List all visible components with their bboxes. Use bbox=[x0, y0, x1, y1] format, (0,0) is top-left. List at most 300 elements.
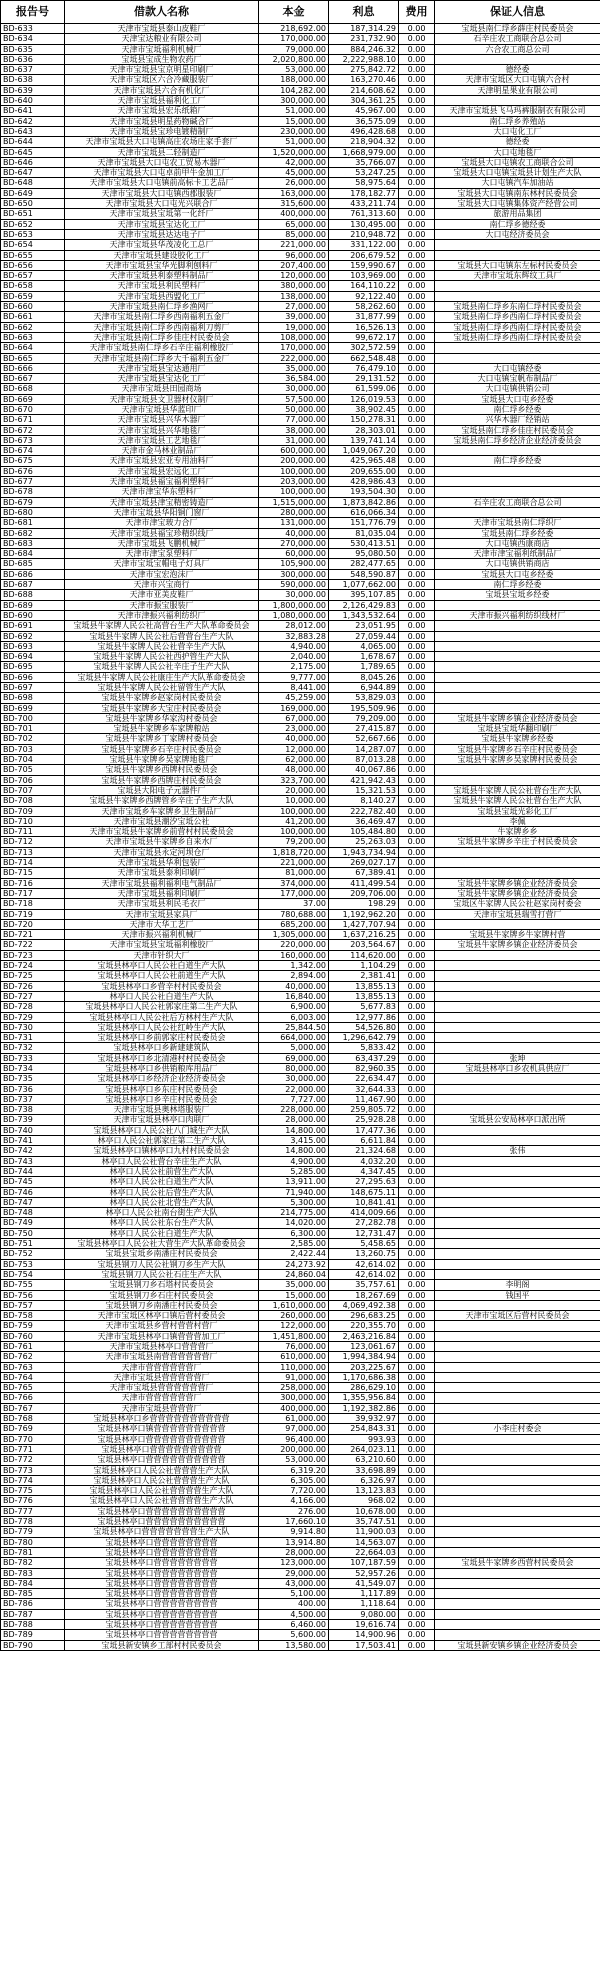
fee-cell: 0.00 bbox=[399, 1115, 435, 1125]
borrower-cell: 天津市津宝华东塑料厂 bbox=[65, 487, 259, 497]
borrower-cell: 宝坻县钢刀人民公社钢刀乡生产大队 bbox=[65, 1259, 259, 1269]
table-row bbox=[1, 1239, 600, 1249]
table-row bbox=[1, 188, 600, 198]
borrower-cell: 天津市津宝玻力合厂 bbox=[65, 518, 259, 528]
guarantor-cell bbox=[435, 1434, 600, 1444]
interest-cell: 206,679.52 bbox=[329, 250, 399, 260]
guarantor-cell: 大口屯地毯厂 bbox=[435, 147, 600, 157]
interest-cell: 414,009.66 bbox=[329, 1208, 399, 1218]
fee-cell: 0.00 bbox=[399, 199, 435, 209]
fee-cell: 0.00 bbox=[399, 559, 435, 569]
interest-cell: 5,458.65 bbox=[329, 1239, 399, 1249]
borrower-cell: 宝坻县牛家牌人民公社高营台生产大队革命委员会 bbox=[65, 621, 259, 631]
report-no-cell: BD-772 bbox=[1, 1455, 65, 1465]
report-no-cell: BD-768 bbox=[1, 1414, 65, 1424]
report-no-cell: BD-777 bbox=[1, 1506, 65, 1516]
report-no-cell: BD-660 bbox=[1, 302, 65, 312]
report-no-cell: BD-638 bbox=[1, 75, 65, 85]
principal-cell: 96,000.00 bbox=[259, 250, 329, 260]
principal-cell: 85,000.00 bbox=[259, 229, 329, 239]
guarantor-cell bbox=[435, 693, 600, 703]
interest-cell: 87,013.28 bbox=[329, 755, 399, 765]
interest-cell: 1,118.64 bbox=[329, 1599, 399, 1609]
fee-cell: 0.00 bbox=[399, 1208, 435, 1218]
report-no-cell: BD-756 bbox=[1, 1290, 65, 1300]
fee-cell: 0.00 bbox=[399, 713, 435, 723]
borrower-cell: 宝坻县林亭口人民公社前道生产大队 bbox=[65, 971, 259, 981]
table-row bbox=[1, 1033, 600, 1043]
table-row bbox=[1, 75, 600, 85]
borrower-cell: 宝坻县林亭口营营营营营营营营 bbox=[65, 1620, 259, 1630]
fee-cell: 0.00 bbox=[399, 1259, 435, 1269]
principal-cell: 31,000.00 bbox=[259, 435, 329, 445]
report-no-cell: BD-744 bbox=[1, 1166, 65, 1176]
interest-cell: 15,321.53 bbox=[329, 785, 399, 795]
report-no-cell: BD-654 bbox=[1, 240, 65, 250]
table-row bbox=[1, 507, 600, 517]
report-no-cell: BD-721 bbox=[1, 930, 65, 940]
table-row bbox=[1, 229, 600, 239]
guarantor-cell: 宝坻县南仁垺乡薛庄村民委员会 bbox=[435, 24, 600, 34]
principal-cell: 220,000.00 bbox=[259, 940, 329, 950]
table-row bbox=[1, 1321, 600, 1331]
borrower-cell: 宝坻县林亭口营营营营营营营营营营 bbox=[65, 1506, 259, 1516]
table-row bbox=[1, 1434, 600, 1444]
report-no-cell: BD-781 bbox=[1, 1547, 65, 1557]
fee-cell: 0.00 bbox=[399, 641, 435, 651]
fee-cell: 0.00 bbox=[399, 1383, 435, 1393]
interest-cell: 61,599.06 bbox=[329, 384, 399, 394]
table-row bbox=[1, 1002, 600, 1012]
report-no-cell: BD-790 bbox=[1, 1640, 65, 1650]
report-no-cell: BD-743 bbox=[1, 1156, 65, 1166]
fee-cell: 0.00 bbox=[399, 1465, 435, 1475]
table-row bbox=[1, 1547, 600, 1557]
interest-cell: 210,948.72 bbox=[329, 229, 399, 239]
borrower-cell: 天津市宝坻县南仁垺乡西南福利五金厂 bbox=[65, 312, 259, 322]
fee-cell: 0.00 bbox=[399, 44, 435, 54]
guarantor-cell: 宝坻县南仁垺乡西南仁垺村民委员会 bbox=[435, 312, 600, 322]
interest-cell: 433,211.74 bbox=[329, 199, 399, 209]
guarantor-cell: 宝坻县牛家牌乡经委 bbox=[435, 734, 600, 744]
fee-cell: 0.00 bbox=[399, 621, 435, 631]
table-row bbox=[1, 1517, 600, 1527]
table-row bbox=[1, 1249, 600, 1259]
table-row bbox=[1, 353, 600, 363]
fee-cell: 0.00 bbox=[399, 1074, 435, 1084]
report-no-cell: BD-644 bbox=[1, 137, 65, 147]
principal-cell: 1,342.00 bbox=[259, 961, 329, 971]
guarantor-cell bbox=[435, 477, 600, 487]
report-no-cell: BD-671 bbox=[1, 415, 65, 425]
report-no-cell: BD-649 bbox=[1, 188, 65, 198]
table-row bbox=[1, 847, 600, 857]
interest-cell: 14,563.07 bbox=[329, 1537, 399, 1547]
report-no-cell: BD-732 bbox=[1, 1043, 65, 1053]
principal-cell: 4,500.00 bbox=[259, 1609, 329, 1619]
report-no-cell: BD-731 bbox=[1, 1033, 65, 1043]
fee-cell: 0.00 bbox=[399, 1455, 435, 1465]
principal-cell: 30,000.00 bbox=[259, 1074, 329, 1084]
principal-cell: 80,000.00 bbox=[259, 1063, 329, 1073]
borrower-cell: 天津市宝坻县宝达通用厂 bbox=[65, 363, 259, 373]
principal-cell: 218,692.00 bbox=[259, 24, 329, 34]
interest-cell: 1,192,382.86 bbox=[329, 1403, 399, 1413]
report-no-cell: BD-637 bbox=[1, 65, 65, 75]
fee-cell: 0.00 bbox=[399, 363, 435, 373]
borrower-cell: 宝坻县钢刀乡石塔村民委员会 bbox=[65, 1280, 259, 1290]
principal-cell: 400,000.00 bbox=[259, 209, 329, 219]
fee-cell: 0.00 bbox=[399, 662, 435, 672]
principal-cell: 10,000.00 bbox=[259, 796, 329, 806]
interest-cell: 13,123.83 bbox=[329, 1486, 399, 1496]
fee-cell: 0.00 bbox=[399, 1002, 435, 1012]
interest-cell: 53,829.03 bbox=[329, 693, 399, 703]
guarantor-cell: 宝坻县牛家牌人民公社营台生产大队 bbox=[435, 796, 600, 806]
header-guarantor: 保证人信息 bbox=[435, 1, 600, 24]
header-interest: 利息 bbox=[329, 1, 399, 24]
header-borrower: 借款人名称 bbox=[65, 1, 259, 24]
guarantor-cell: 天津明星果业有限公司 bbox=[435, 85, 600, 95]
borrower-cell: 天津市宝坻区六合冷藏服装厂 bbox=[65, 75, 259, 85]
report-no-cell: BD-687 bbox=[1, 580, 65, 590]
principal-cell: 100,000.00 bbox=[259, 827, 329, 837]
interest-cell: 130,495.00 bbox=[329, 219, 399, 229]
interest-cell: 151,776.79 bbox=[329, 518, 399, 528]
table-row bbox=[1, 1352, 600, 1362]
table-row bbox=[1, 652, 600, 662]
report-no-cell: BD-678 bbox=[1, 487, 65, 497]
interest-cell: 95,080.50 bbox=[329, 549, 399, 559]
principal-cell: 45,000.00 bbox=[259, 168, 329, 178]
principal-cell: 15,000.00 bbox=[259, 1290, 329, 1300]
table-row bbox=[1, 44, 600, 54]
fee-cell: 0.00 bbox=[399, 1414, 435, 1424]
report-no-cell: BD-672 bbox=[1, 425, 65, 435]
table-row bbox=[1, 909, 600, 919]
guarantor-cell bbox=[435, 1486, 600, 1496]
interest-cell: 1,117.89 bbox=[329, 1589, 399, 1599]
borrower-cell: 天津宝达粮业有限公司 bbox=[65, 34, 259, 44]
table-row bbox=[1, 343, 600, 353]
principal-cell: 200,000.00 bbox=[259, 456, 329, 466]
guarantor-cell: 天津市宝坻县飞马玛裤服制衣有限公司 bbox=[435, 106, 600, 116]
principal-cell: 131,000.00 bbox=[259, 518, 329, 528]
borrower-cell: 天津市宝坻县明星药物碱合厂 bbox=[65, 116, 259, 126]
interest-cell: 761,313.60 bbox=[329, 209, 399, 219]
borrower-cell: 宝坻县林亭口乡东庄村民委员会 bbox=[65, 1084, 259, 1094]
principal-cell: 374,000.00 bbox=[259, 878, 329, 888]
borrower-cell: 林亭口人民公社白道生产大队 bbox=[65, 1228, 259, 1238]
borrower-cell: 宝坻县林亭口人民公社后方林村生产大队 bbox=[65, 1012, 259, 1022]
table-row bbox=[1, 168, 600, 178]
report-no-cell: BD-639 bbox=[1, 85, 65, 95]
header-report-no: 报告号 bbox=[1, 1, 65, 24]
fee-cell: 0.00 bbox=[399, 1094, 435, 1104]
table-row bbox=[1, 775, 600, 785]
principal-cell: 685,200.00 bbox=[259, 919, 329, 929]
table-row bbox=[1, 899, 600, 909]
interest-cell: 4,347.45 bbox=[329, 1166, 399, 1176]
fee-cell: 0.00 bbox=[399, 1568, 435, 1578]
guarantor-cell bbox=[435, 487, 600, 497]
report-no-cell: BD-753 bbox=[1, 1259, 65, 1269]
table-row bbox=[1, 281, 600, 291]
report-no-cell: BD-747 bbox=[1, 1197, 65, 1207]
report-no-cell: BD-710 bbox=[1, 816, 65, 826]
principal-cell: 15,000.00 bbox=[259, 116, 329, 126]
borrower-cell: 天津市宝坻县大口屯镇西郡服装厂 bbox=[65, 188, 259, 198]
principal-cell: 222,000.00 bbox=[259, 353, 329, 363]
interest-cell: 40,067.86 bbox=[329, 765, 399, 775]
report-no-cell: BD-650 bbox=[1, 199, 65, 209]
interest-cell: 2,463,216.84 bbox=[329, 1331, 399, 1341]
report-no-cell: BD-733 bbox=[1, 1053, 65, 1063]
guarantor-cell: 宝坻县牛家牌乡牛家牌村营 bbox=[435, 930, 600, 940]
report-no-cell: BD-646 bbox=[1, 157, 65, 167]
principal-cell: 280,000.00 bbox=[259, 507, 329, 517]
guarantor-cell bbox=[435, 1177, 600, 1187]
interest-cell: 220,355.70 bbox=[329, 1321, 399, 1331]
principal-cell: 380,000.00 bbox=[259, 281, 329, 291]
interest-cell: 22,634.47 bbox=[329, 1074, 399, 1084]
table-row bbox=[1, 1084, 600, 1094]
fee-cell: 0.00 bbox=[399, 75, 435, 85]
guarantor-cell bbox=[435, 1568, 600, 1578]
table-row bbox=[1, 1414, 600, 1424]
fee-cell: 0.00 bbox=[399, 1434, 435, 1444]
fee-cell: 0.00 bbox=[399, 1609, 435, 1619]
table-row bbox=[1, 1012, 600, 1022]
guarantor-cell: 大口屯镇宝帆布制品厂 bbox=[435, 374, 600, 384]
fee-cell: 0.00 bbox=[399, 1486, 435, 1496]
guarantor-cell: 宝坻县宝坻光彩化工厂 bbox=[435, 806, 600, 816]
interest-cell: 53,247.25 bbox=[329, 168, 399, 178]
borrower-cell: 天津市针织大厂 bbox=[65, 950, 259, 960]
borrower-cell: 天津市宝坻福利机械厂 bbox=[65, 44, 259, 54]
principal-cell: 28,012.00 bbox=[259, 621, 329, 631]
interest-cell: 4,069,492.38 bbox=[329, 1300, 399, 1310]
report-no-cell: BD-697 bbox=[1, 683, 65, 693]
interest-cell: 25,928.28 bbox=[329, 1115, 399, 1125]
interest-cell: 5,677.83 bbox=[329, 1002, 399, 1012]
report-no-cell: BD-723 bbox=[1, 950, 65, 960]
guarantor-cell: 宝坻县牛家牌乡镇企业经济委员会 bbox=[435, 940, 600, 950]
principal-cell: 12,000.00 bbox=[259, 744, 329, 754]
fee-cell: 0.00 bbox=[399, 178, 435, 188]
borrower-cell: 天津市津宝泵塑料厂 bbox=[65, 549, 259, 559]
interest-cell: 286,629.10 bbox=[329, 1383, 399, 1393]
borrower-cell: 天津市宝坻县福宝福利塑料厂 bbox=[65, 477, 259, 487]
table-row bbox=[1, 1043, 600, 1053]
table-row bbox=[1, 1475, 600, 1485]
fee-cell: 0.00 bbox=[399, 106, 435, 116]
report-no-cell: BD-662 bbox=[1, 322, 65, 332]
report-no-cell: BD-676 bbox=[1, 466, 65, 476]
report-no-cell: BD-726 bbox=[1, 981, 65, 991]
report-no-cell: BD-789 bbox=[1, 1630, 65, 1640]
interest-cell: 425,965.48 bbox=[329, 456, 399, 466]
fee-cell: 0.00 bbox=[399, 858, 435, 868]
guarantor-cell: 天津市宝坻区后营村民委员会 bbox=[435, 1311, 600, 1321]
table-row bbox=[1, 1166, 600, 1176]
principal-cell: 14,020.00 bbox=[259, 1218, 329, 1228]
interest-cell: 662,548.48 bbox=[329, 353, 399, 363]
principal-cell: 28,000.00 bbox=[259, 1547, 329, 1557]
principal-cell: 96,400.00 bbox=[259, 1434, 329, 1444]
table-row bbox=[1, 322, 600, 332]
fee-cell: 0.00 bbox=[399, 785, 435, 795]
report-no-cell: BD-707 bbox=[1, 785, 65, 795]
fee-cell: 0.00 bbox=[399, 1424, 435, 1434]
guarantor-cell bbox=[435, 1321, 600, 1331]
borrower-cell: 天津市营营营营营营厂 bbox=[65, 1393, 259, 1403]
interest-cell: 10,678.00 bbox=[329, 1506, 399, 1516]
table-row bbox=[1, 219, 600, 229]
table-row bbox=[1, 456, 600, 466]
table-row bbox=[1, 1290, 600, 1300]
guarantor-cell bbox=[435, 1547, 600, 1557]
principal-cell: 1,520,000.00 bbox=[259, 147, 329, 157]
borrower-cell: 宝坻县林亭口人民公社红岭生产大队 bbox=[65, 1022, 259, 1032]
interest-cell: 331,122.00 bbox=[329, 240, 399, 250]
table-row bbox=[1, 919, 600, 929]
principal-cell: 51,000.00 bbox=[259, 137, 329, 147]
guarantor-cell bbox=[435, 1414, 600, 1424]
fee-cell: 0.00 bbox=[399, 456, 435, 466]
fee-cell: 0.00 bbox=[399, 1537, 435, 1547]
interest-cell: 76,479.10 bbox=[329, 363, 399, 373]
interest-cell: 193,504.30 bbox=[329, 487, 399, 497]
fee-cell: 0.00 bbox=[399, 549, 435, 559]
fee-cell: 0.00 bbox=[399, 1156, 435, 1166]
report-no-cell: BD-695 bbox=[1, 662, 65, 672]
report-no-cell: BD-712 bbox=[1, 837, 65, 847]
principal-cell: 65,000.00 bbox=[259, 219, 329, 229]
fee-cell: 0.00 bbox=[399, 919, 435, 929]
interest-cell: 1,678.67 bbox=[329, 652, 399, 662]
interest-cell: 18,267.69 bbox=[329, 1290, 399, 1300]
borrower-cell: 天津市宝坻县福利福利电气制品厂 bbox=[65, 878, 259, 888]
interest-cell: 103,969.00 bbox=[329, 271, 399, 281]
report-no-cell: BD-746 bbox=[1, 1187, 65, 1197]
principal-cell: 300,000.00 bbox=[259, 96, 329, 106]
interest-cell: 6,326.97 bbox=[329, 1475, 399, 1485]
borrower-cell: 宝坻县林亭口营营营营营营营营 bbox=[65, 1630, 259, 1640]
table-row bbox=[1, 940, 600, 950]
borrower-cell: 天津市宝坻县永定河坝仓厂 bbox=[65, 847, 259, 857]
fee-cell: 0.00 bbox=[399, 1599, 435, 1609]
interest-cell: 1,077,662.00 bbox=[329, 580, 399, 590]
guarantor-cell: 宝坻县南仁垺乡西南仁垺村民委员会 bbox=[435, 332, 600, 342]
borrower-cell: 宝坻县林亭口镇营营营营营营营营营 bbox=[65, 1424, 259, 1434]
guarantor-cell bbox=[435, 1475, 600, 1485]
guarantor-cell bbox=[435, 446, 600, 456]
report-no-cell: BD-690 bbox=[1, 610, 65, 620]
borrower-cell: 宝坻县林亭口营营营营营营营营营 bbox=[65, 1444, 259, 1454]
report-no-cell: BD-699 bbox=[1, 703, 65, 713]
borrower-cell: 宝坻县林亭口营营营营营营营生产大队 bbox=[65, 1527, 259, 1537]
guarantor-cell bbox=[435, 672, 600, 682]
principal-cell: 26,000.00 bbox=[259, 178, 329, 188]
guarantor-cell bbox=[435, 652, 600, 662]
table-row bbox=[1, 250, 600, 260]
principal-cell: 120,000.00 bbox=[259, 271, 329, 281]
table-row bbox=[1, 332, 600, 342]
fee-cell: 0.00 bbox=[399, 1517, 435, 1527]
interest-cell: 203,225.67 bbox=[329, 1362, 399, 1372]
principal-cell: 5,100.00 bbox=[259, 1589, 329, 1599]
borrower-cell: 宝坻县林亭口人民公社营营营生产大队 bbox=[65, 1475, 259, 1485]
borrower-cell: 宝坻县林亭口营营营营营营营营 bbox=[65, 1589, 259, 1599]
fee-cell: 0.00 bbox=[399, 1331, 435, 1341]
principal-cell: 207,400.00 bbox=[259, 260, 329, 270]
table-row bbox=[1, 1640, 600, 1650]
report-no-cell: BD-700 bbox=[1, 713, 65, 723]
guarantor-cell: 宝坻县大口屯镇集体资产经营公司 bbox=[435, 199, 600, 209]
guarantor-cell bbox=[435, 919, 600, 929]
report-no-cell: BD-749 bbox=[1, 1218, 65, 1228]
principal-cell: 228,000.00 bbox=[259, 1105, 329, 1115]
report-no-cell: BD-657 bbox=[1, 271, 65, 281]
interest-cell: 6,944.89 bbox=[329, 683, 399, 693]
table-row bbox=[1, 765, 600, 775]
report-no-cell: BD-709 bbox=[1, 806, 65, 816]
interest-cell: 1,668,979.00 bbox=[329, 147, 399, 157]
principal-cell: 270,000.00 bbox=[259, 538, 329, 548]
borrower-cell: 天津市营营营营营营厂 bbox=[65, 1362, 259, 1372]
interest-cell: 11,467.90 bbox=[329, 1094, 399, 1104]
table-body bbox=[1, 24, 600, 1651]
borrower-cell: 林亭口人民公社白道生产大队 bbox=[65, 991, 259, 1001]
report-no-cell: BD-673 bbox=[1, 435, 65, 445]
guarantor-cell bbox=[435, 1589, 600, 1599]
interest-cell: 1,192,962.20 bbox=[329, 909, 399, 919]
borrower-cell: 天津市宝坻县飞鹏机械厂 bbox=[65, 538, 259, 548]
table-row bbox=[1, 1228, 600, 1238]
interest-cell: 58,975.64 bbox=[329, 178, 399, 188]
guarantor-cell: 宝坻县南仁垺乡东南仁垺村民委员会 bbox=[435, 302, 600, 312]
guarantor-cell bbox=[435, 1352, 600, 1362]
interest-cell: 282,477.65 bbox=[329, 559, 399, 569]
report-no-cell: BD-737 bbox=[1, 1094, 65, 1104]
principal-cell: 51,000.00 bbox=[259, 106, 329, 116]
interest-cell: 82,960.35 bbox=[329, 1063, 399, 1073]
guarantor-cell bbox=[435, 1342, 600, 1352]
report-no-cell: BD-659 bbox=[1, 291, 65, 301]
report-no-cell: BD-736 bbox=[1, 1084, 65, 1094]
fee-cell: 0.00 bbox=[399, 384, 435, 394]
guarantor-cell bbox=[435, 981, 600, 991]
report-no-cell: BD-658 bbox=[1, 281, 65, 291]
principal-cell: 42,000.00 bbox=[259, 157, 329, 167]
borrower-cell: 天津市宝坻县达达电子厂 bbox=[65, 229, 259, 239]
table-row bbox=[1, 1403, 600, 1413]
table-row bbox=[1, 580, 600, 590]
borrower-cell: 宝坻县宝坻乡南潘庄村民委员会 bbox=[65, 1249, 259, 1259]
borrower-cell: 天津市兴宝商行 bbox=[65, 580, 259, 590]
interest-cell: 203,564.67 bbox=[329, 940, 399, 950]
fee-cell: 0.00 bbox=[399, 878, 435, 888]
guarantor-cell bbox=[435, 961, 600, 971]
report-no-cell: BD-722 bbox=[1, 940, 65, 950]
interest-cell: 52,667.66 bbox=[329, 734, 399, 744]
principal-cell: 323,700.00 bbox=[259, 775, 329, 785]
fee-cell: 0.00 bbox=[399, 1578, 435, 1588]
interest-cell: 17,477.36 bbox=[329, 1125, 399, 1135]
borrower-cell: 天津市振兴福利机械厂 bbox=[65, 930, 259, 940]
table-row bbox=[1, 621, 600, 631]
